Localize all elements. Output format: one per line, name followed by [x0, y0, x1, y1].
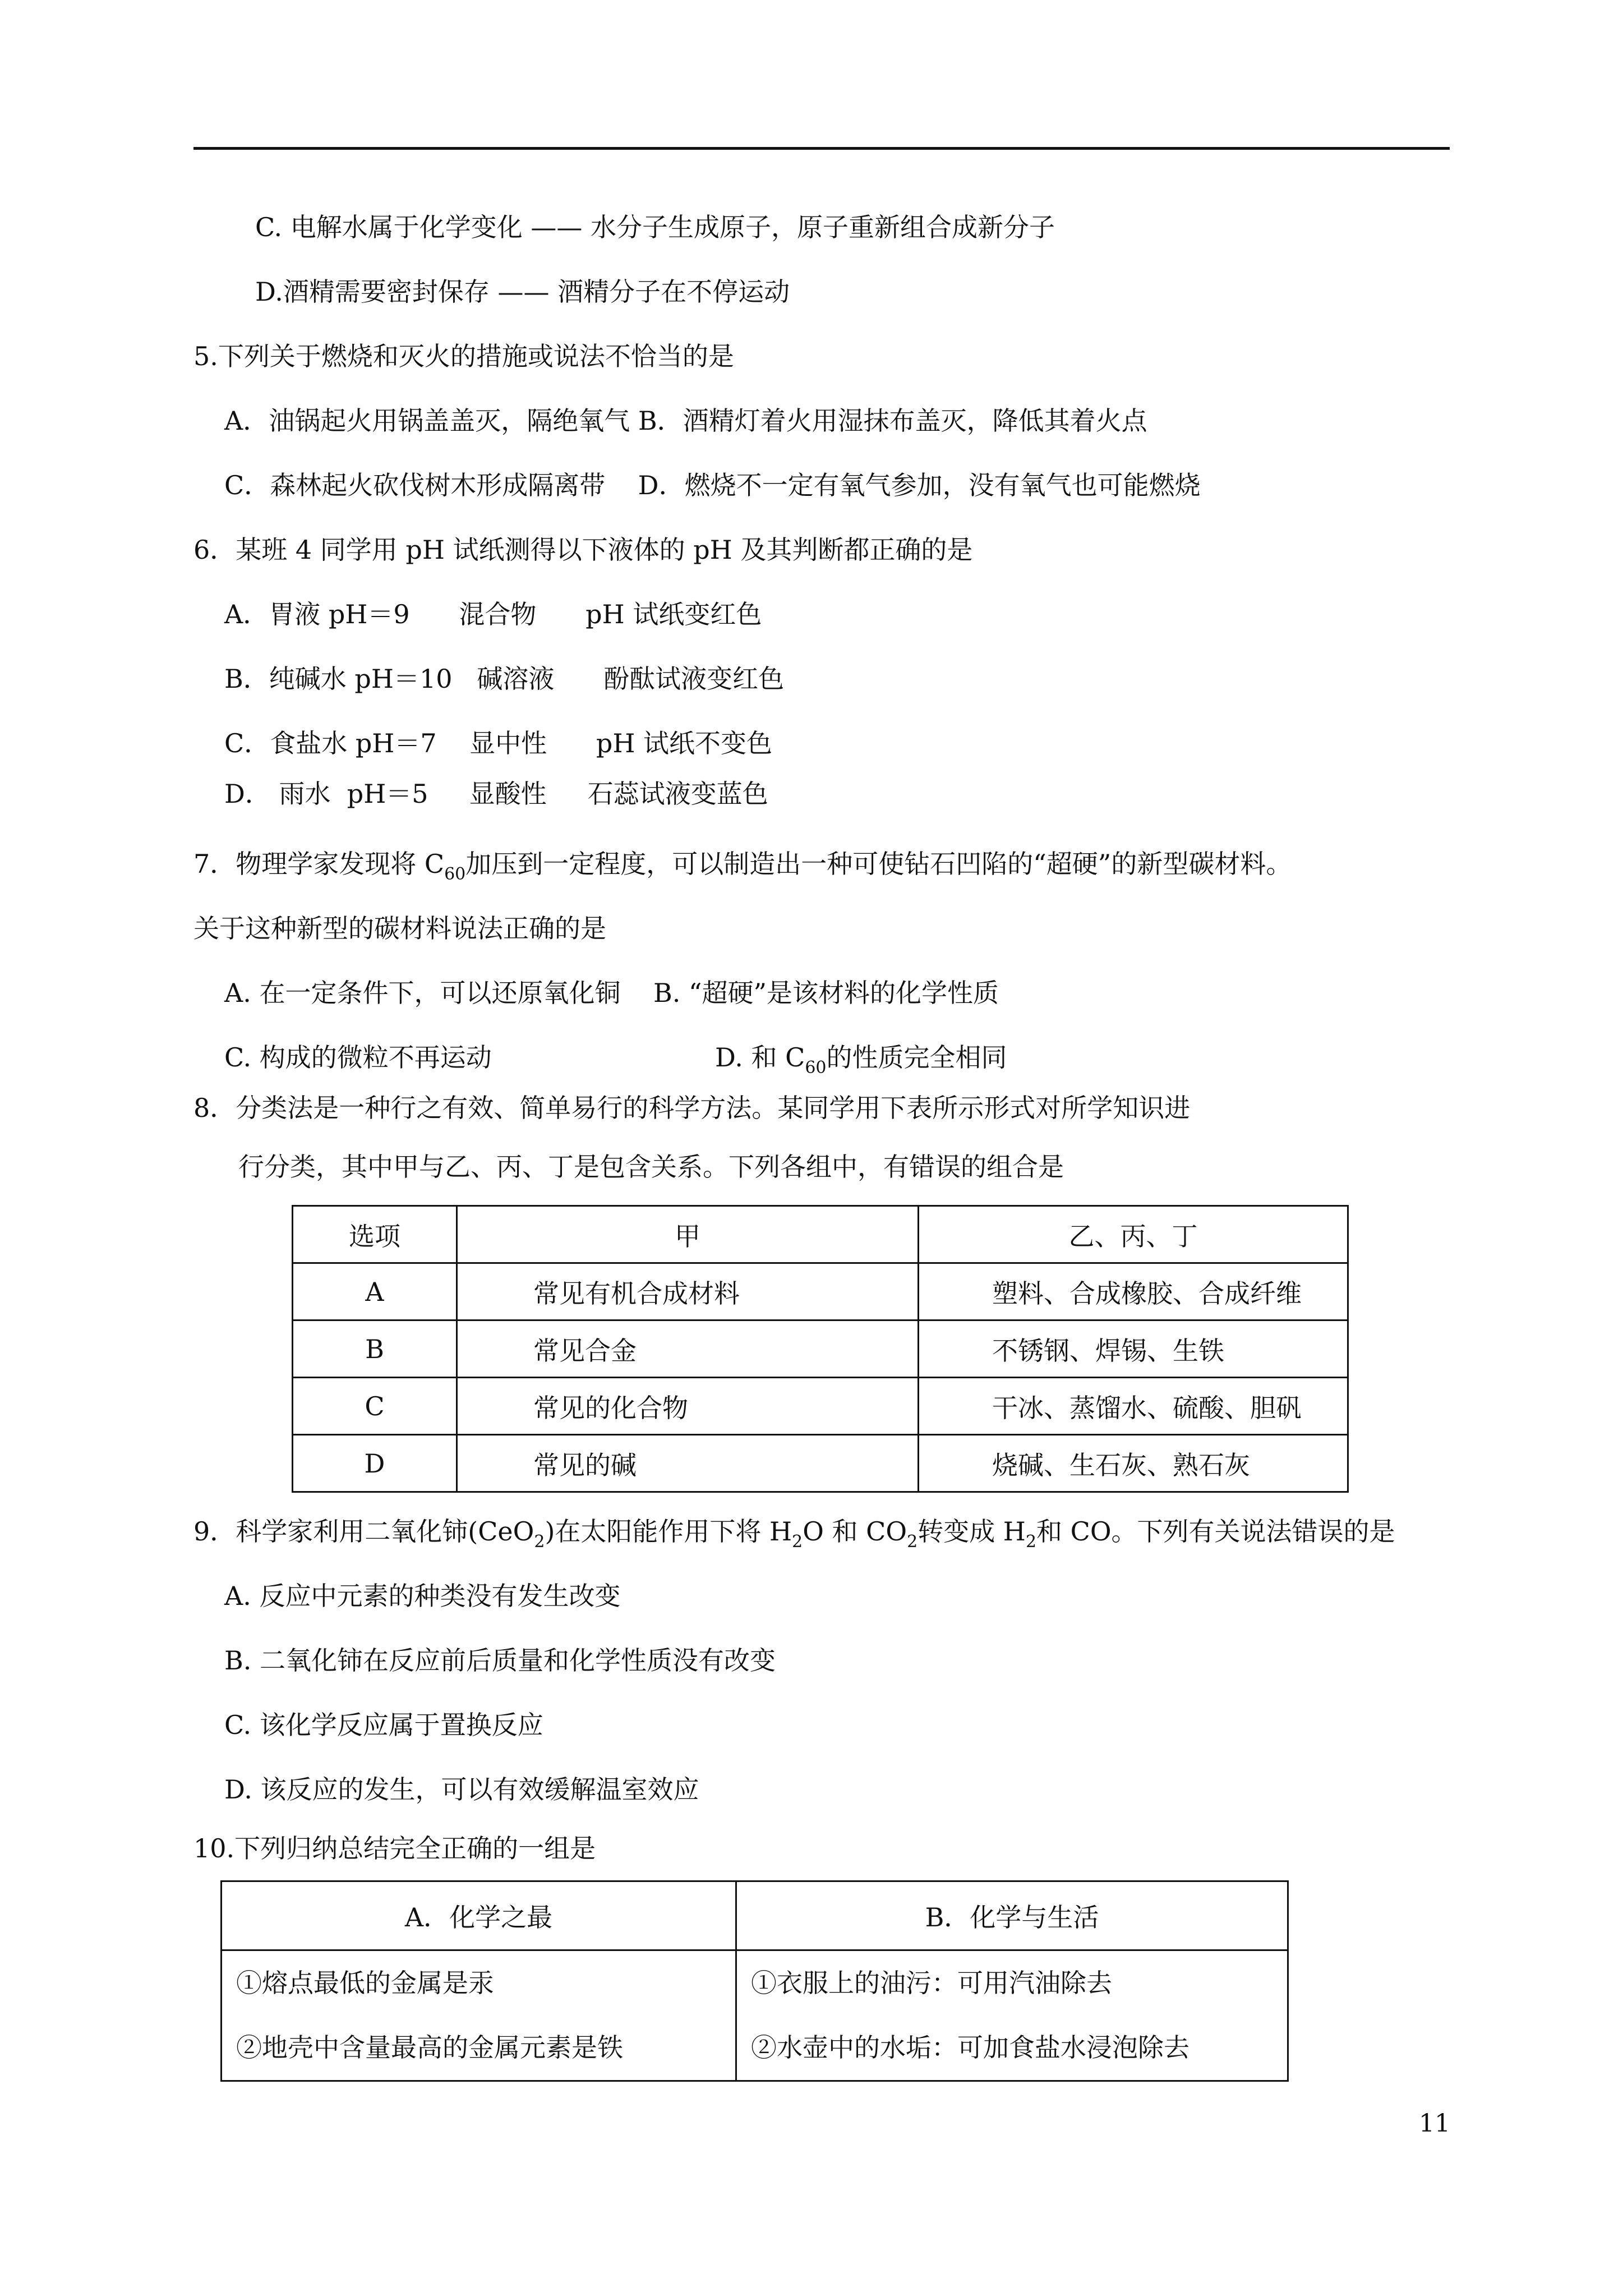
- row-members: 干冰、蒸馏水、硫酸、胆矾: [919, 1378, 1348, 1435]
- q9-option-b: B. 二氧化铈在反应前后质量和化学性质没有改变: [224, 1645, 776, 1676]
- q5-options-cd: C．森林起火砍伐树木形成隔离带 D．燃烧不一定有氧气参加，没有氧气也可能燃烧: [224, 470, 1201, 500]
- header-a: A．化学之最: [222, 1881, 736, 1950]
- cell-a-line2: ②地壳中含量最高的金属元素是铁: [236, 2032, 623, 2063]
- cell-b: [736, 1950, 1288, 2081]
- row-jia: 常见合金: [457, 1320, 919, 1378]
- cell-a-line1: ①熔点最低的金属是汞: [236, 1968, 494, 1998]
- header-b: B．化学与生活: [736, 1881, 1288, 1950]
- q8-classification-table: [292, 1205, 1349, 1493]
- q10-summary-table: [220, 1880, 1289, 2082]
- q9-option-a: A. 反应中元素的种类没有发生改变: [224, 1581, 621, 1611]
- table-row: [222, 1950, 1288, 2081]
- q6-option-b: B．纯碱水 pH＝10 碱溶液 酚酞试液变红色: [224, 664, 785, 694]
- q7-stem-line2: 关于这种新型的碳材料说法正确的是: [193, 913, 606, 944]
- cell-a: [222, 1950, 736, 2081]
- q4-option-d: D.酒精需要密封保存 —— 酒精分子在不停运动: [255, 277, 790, 307]
- row-members: 烧碱、生石灰、熟石灰: [919, 1435, 1348, 1492]
- q10-stem: 10.下列归纳总结完全正确的一组是: [193, 1833, 596, 1864]
- q7-stem: 7．物理学家发现将 $C_{60}$加压到一定程度，可以制造出一种可使钻石凹陷的“超硬”的新型碳材料。: [193, 849, 1292, 884]
- q5-stem: 5.下列关于燃烧和灭火的措施或说法不恰当的是: [193, 341, 734, 371]
- header-jia: 甲: [457, 1206, 919, 1263]
- q6-option-a: A．胃液 pH＝9 混合物 pH 试纸变红色: [224, 599, 762, 629]
- page-number: 11: [1419, 2109, 1450, 2138]
- table-row: [293, 1378, 1348, 1435]
- q7-option-c: C. 构成的微粒不再运动: [224, 1042, 492, 1073]
- q5-options-ab: A．油锅起火用锅盖盖灭，隔绝氧气 B．酒精灯着火用湿抹布盖灭，降低其着火点: [224, 406, 1147, 436]
- table-row: [293, 1263, 1348, 1320]
- row-option: B: [293, 1320, 457, 1378]
- table-row: [293, 1435, 1348, 1492]
- q6-stem: 6．某班 4 同学用 pH 试纸测得以下液体的 pH 及其判断都正确的是: [193, 535, 973, 565]
- q7-options-ab: A. 在一定条件下，可以还原氧化铜 B. “超硬”是该材料的化学性质: [224, 978, 999, 1008]
- q8-stem-line2: 行分类，其中甲与乙、丙、丁是包含关系。下列各组中，有错误的组合是: [238, 1152, 1064, 1182]
- q4-option-c: C. 电解水属于化学变化 —— 水分子生成原子，原子重新组合成新分子: [255, 212, 1055, 242]
- header-option: 选项: [293, 1206, 457, 1263]
- q6-option-d: D． 雨水 pH＝5 显酸性 石蕊试液变蓝色: [224, 779, 768, 809]
- q8-stem: 8．分类法是一种行之有效、简单易行的科学方法。某同学用下表所示形式对所学知识进: [193, 1093, 1191, 1123]
- row-jia: 常见的化合物: [457, 1378, 919, 1435]
- header-yi-bing-ding: 乙、丙、丁: [919, 1206, 1348, 1263]
- row-option: D: [293, 1435, 457, 1492]
- table-header-row: [293, 1206, 1348, 1263]
- row-option: A: [293, 1263, 457, 1320]
- row-members: 塑料、合成橡胶、合成纤维: [919, 1263, 1348, 1320]
- cell-b-line1: ①衣服上的油污：可用汽油除去: [751, 1968, 1112, 1998]
- q9-option-d: D. 该反应的发生，可以有效缓解温室效应: [224, 1774, 699, 1805]
- table-row: [293, 1320, 1348, 1378]
- cell-b-line2: ②水壶中的水垢：可加食盐水浸泡除去: [751, 2032, 1189, 2063]
- row-jia: 常见有机合成材料: [457, 1263, 919, 1320]
- row-jia: 常见的碱: [457, 1435, 919, 1492]
- q7-option-d: D. 和 $C_{60}$的性质完全相同: [715, 1042, 1007, 1078]
- q9-option-c: C. 该化学反应属于置换反应: [224, 1710, 543, 1740]
- row-members: 不锈钢、焊锡、生铁: [919, 1320, 1348, 1378]
- q9-stem: 9．科学家利用二氧化铈(CeO$_2$)在太阳能作用下将 $H_2O$ 和 $CO_2$转变成 $H_2$和 CO。下列有关说法错误的是: [193, 1516, 1395, 1552]
- table-header-row: [222, 1881, 1288, 1950]
- header-rule: [193, 147, 1450, 150]
- row-option: C: [293, 1378, 457, 1435]
- q6-option-c: C．食盐水 pH＝7 显中性 pH 试纸不变色: [224, 728, 773, 758]
